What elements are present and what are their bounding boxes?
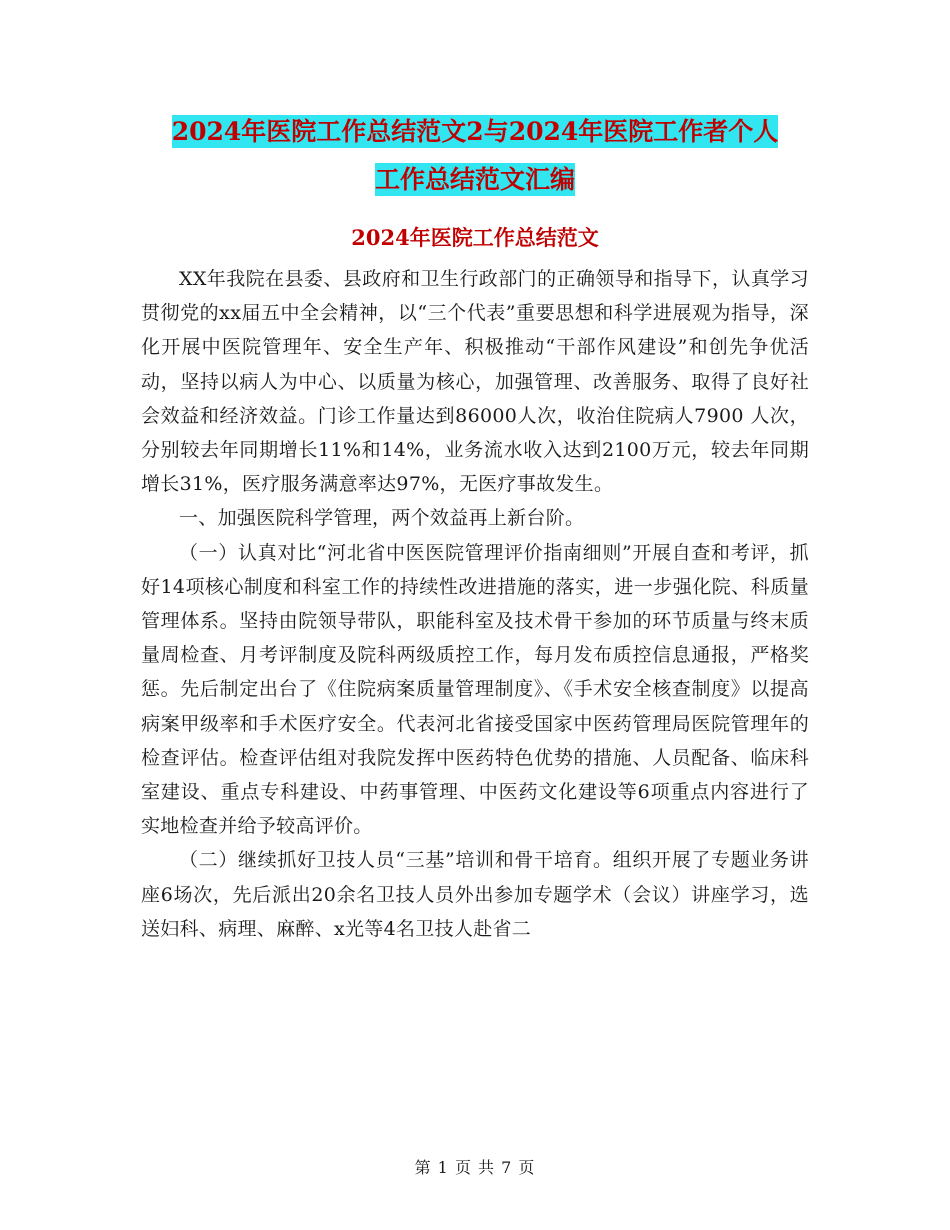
paragraph-item-1: （一）认真对比“河北省中医医院管理评价指南细则”开展自查和考评，抓好14项核心制度和科室工作的持续性改进措施的落实，进一步强化院、科质量管理体系。坚持由院领导带队，职能科室及技术骨干参加的环节质量与终末质量周检查、月考评制度及院科两级质控工作，每月发布质控信息通报，严格奖惩。先后制定出台了《住院病案质量管理制度》、《手术安全核查制度》以提高病案甲级率和手术医疗安全。代表河北省接受国家中医药管理局医院管理年的检查评估。检查评估组对我院发挥中医药特色优势的措施、人员配备、临床科室建设、重点专科建设、中药事管理、中医药文化建设等6项重点内容进行了实地检查并给予较高评价。 [141,541,809,838]
paragraph-intro: XX年我院在县委、县政府和卫生行政部门的正确领导和指导下，认真学习贯彻党的xx届五中全会精神，以“三个代表”重要思想和科学进展观为指导，深化开展中医院管理年、安全生产年、积极推动“干部作风建设”和创先争优活动，坚持以病人为中心、以质量为核心，加强管理、改善服务、取得了良好社会效益和经济效益。门诊工作量达到86000人次，收治住院病人7900 人次，分别较去年同期增长11%和14%，业务流水收入达到2100万元，较去年同期增长31%，医疗服务满意率达97%，无医疗事故发生。 [141,268,809,496]
document-title [120,108,830,204]
page-footer: 第 1 页 共 7 页 [414,1158,536,1177]
document-title-line1: 2024年医院工作总结范文2与2024年医院工作者个人 [171,117,779,146]
paragraph-heading-1: 一、加强医院科学管理，两个效益再上新台阶。 [179,507,585,530]
document-body [141,262,809,946]
document-title-line2: 工作总结范文汇编 [374,165,575,194]
section-title: 2024年医院工作总结范文 [351,225,599,250]
paragraph-item-2: （二）继续抓好卫技人员“三基”培训和骨干培育。组织开展了专题业务讲座6场次，先后派出20余名卫技人员外出参加专题学术（会议）讲座学习，选送妇科、病理、麻醉、x光等4名卫技人赴省二 [141,849,809,940]
